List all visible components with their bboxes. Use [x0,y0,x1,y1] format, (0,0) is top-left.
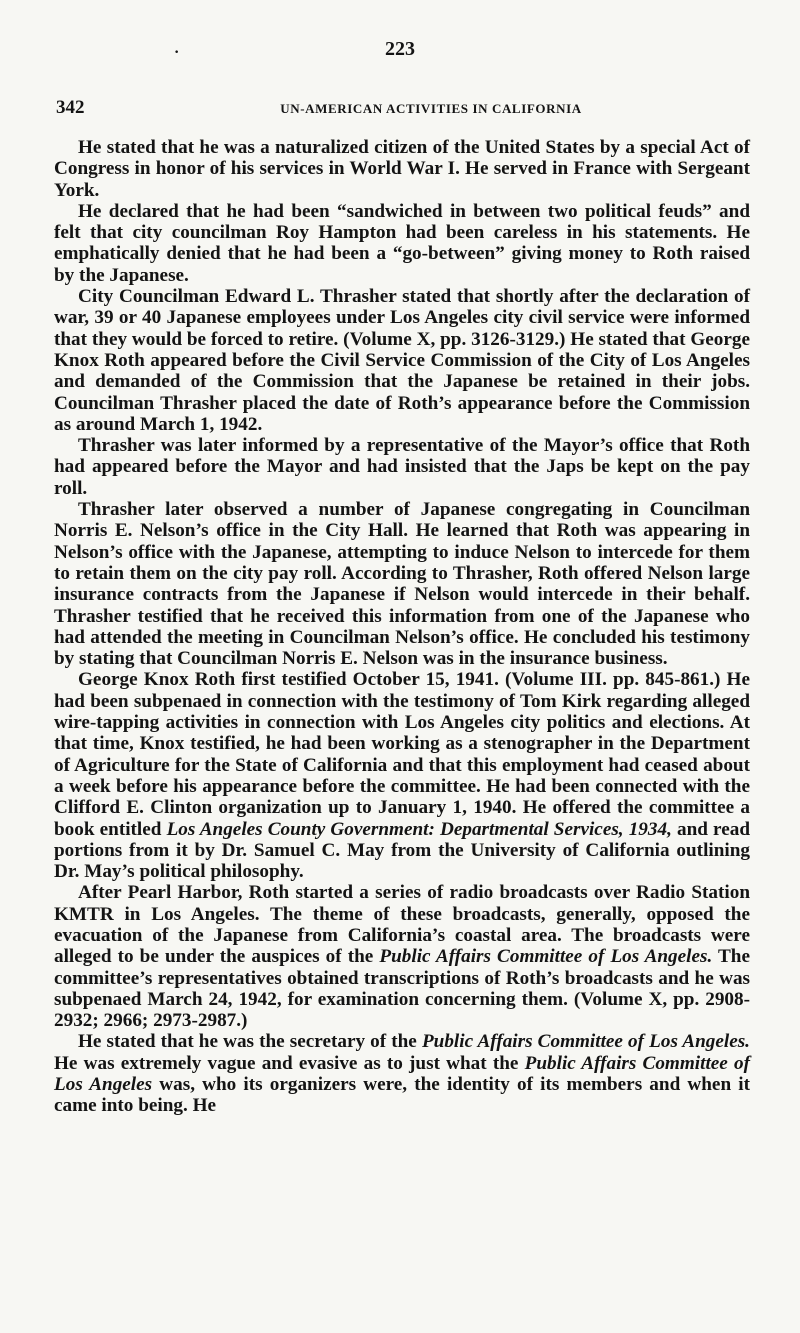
stray-mark: · [174,44,180,61]
paragraph-4: Thrasher was later informed by a representative of the Mayor’s office that Roth had appeared before the Mayor and had insisted that the Japs be kept on the pay roll. [54,435,750,499]
page-header [56,97,746,123]
top-page-number: 223 [385,38,415,60]
paragraph-7: After Pearl Harbor, Roth started a series of radio broadcasts over Radio Station KMTR in Los Angeles. The theme of these broadcasts, generally, opposed the evacuation of the Japanese from California’s coastal area. The broadcasts were alleged to be under the auspices of the Public Affairs Committee of Los Angeles. The committee’s representatives obtained transcriptions of Roth’s broadcasts and he was subpenaed March 24, 1942, for examination concerning them. (Volume X, pp. 2908-2932; 2966; 2973-2987.) [54,882,750,1032]
paragraph-1: He stated that he was a naturalized citizen of the United States by a special Act of Congress in honor of his services in World War I. He served in France with Sergeant York. [54,137,750,201]
body-text [54,137,750,1117]
paragraph-2: He declared that he had been “sandwiched in between two political feuds” and felt that city councilman Roy Hampton had been careless in his statements. He emphatically denied that he had been a “go-between” giving money to Roth raised by the Japanese. [54,200,750,286]
running-head: UN-AMERICAN ACTIVITIES IN CALIFORNIA [280,101,582,116]
page-number: 342 [56,97,85,118]
paragraph-3: City Councilman Edward L. Thrasher stated that shortly after the declaration of war, 39 or 40 Japanese employees under Los Angeles city civil service were informed that they would be forced to retire. (Volume X, pp. 3126-3129.) He stated that George Knox Roth appeared before the Civil Service Commission of the City of Los Angeles and demanded of the Commission that the Japanese be retained in their jobs. Councilman Thrasher placed the date of Roth’s appearance before the Commission as around March 1, 1942. [54,286,750,435]
paragraph-5: Thrasher later observed a number of Japanese congregating in Councilman Norris E. Nelson’s office in the City Hall. He learned that Roth was appearing in Nelson’s office with the Japanese, attempting to induce Nelson to intercede for them to retain them on the city pay roll. According to Thrasher, Roth offered Nelson large insurance contracts from the Japanese if Nelson would intercede in their behalf. Thrasher testified that he received this information from one of the Japanese who had attended the meeting in Councilman Nelson’s office. He concluded his testimony by stating that Councilman Norris E. Nelson was in the insurance business. [54,499,750,670]
paragraph-6: George Knox Roth first testified October 15, 1941. (Volume III. pp. 845-861.) He had been subpenaed in connection with the testimony of Tom Kirk regarding alleged wire-tapping activities in connection with Los Angeles city politics and elections. At that time, Knox testified, he had been working as a stenographer in the Department of Agriculture for the State of California and that this employment had ceased about a week before his appearance before the committee. He had been connected with the Clifford E. Clinton organization up to January 1, 1940. He offered the committee a book entitled Los Angeles County Government: Departmental Services, 1934, and read portions from it by Dr. Samuel C. May from the University of California outlining Dr. May’s political philosophy. [54,669,750,883]
paragraph-8: He stated that he was the secretary of the Public Affairs Committee of Los Angeles. He was extremely vague and evasive as to just what the Public Affairs Committee of Los Angeles was, who its organizers were, the identity of its members and when it came into being. He [54,1031,750,1117]
